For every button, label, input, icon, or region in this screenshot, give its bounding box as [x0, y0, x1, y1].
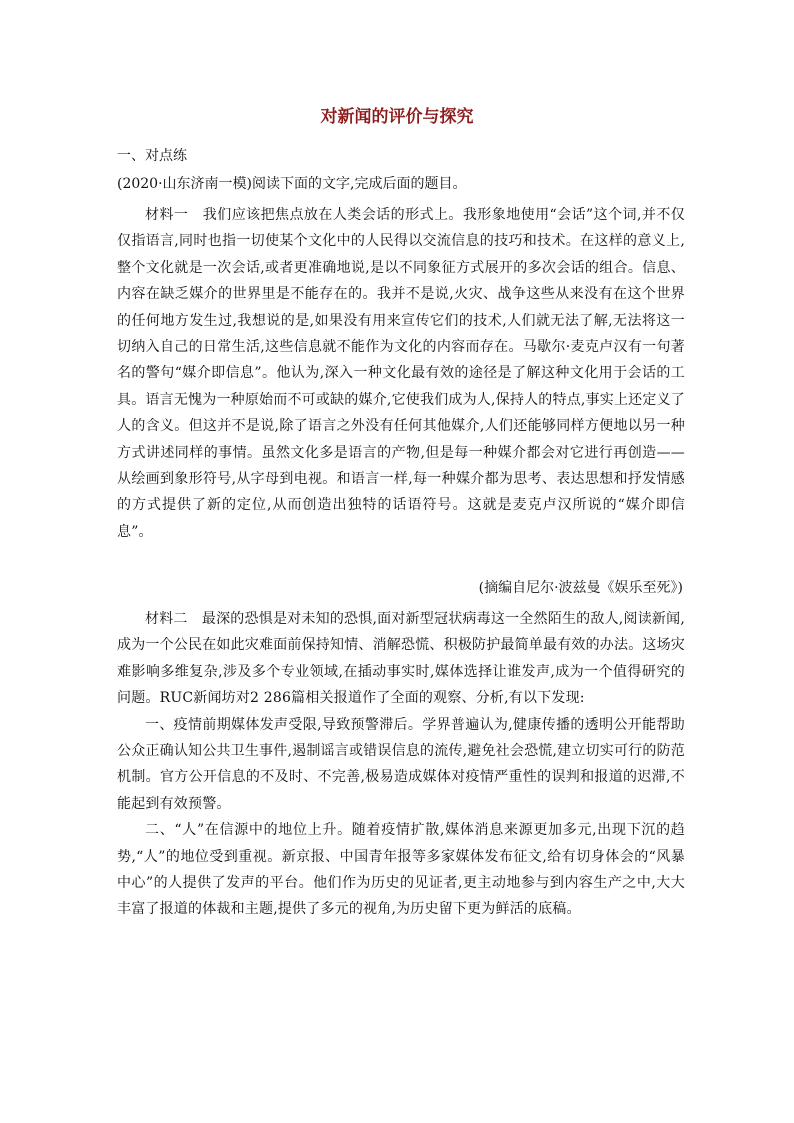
material-one-paragraph: 材料一 我们应该把焦点放在人类会话的形式上。我形象地使用“会话”这个词,并不仅仅指语言,同时也指一切使某个文化中的人民得以交流信息的技巧和技术。在这样的意义上,整个文化就是一次会话,或者更准确地说,是以不同象征方式展开的多次会话的组合。信息、内容在缺乏媒介的世界里是不能存在的。我并不是说,火灾、战争这些从来没有在这个世界的任何地方发生过,我想说的是,如果没有用来宣传它们的技术,人们就无法了解,无法将这一切纳入自己的日常生活,这些信息就不能作为文化的内容而存在。马歇尔·麦克卢汉有一句著名的警句“媒介即信息”。他认为,深入一种文化最有效的途径是了解这种文化用于会话的工具。语言无愧为一种原始而不可或缺的媒介,它使我们成为人,保持人的特点,事实上还定义了人的含义。但这并不是说,除了语言之外没有任何其他媒介,人们还能够同样方便地以另一种方式讲述同样的事情。虽然文化多是语言的产物,但是每一种媒介都会对它进行再创造——从绘画到象形符号,从字母到电视。和语言一样,每一种媒介都为思考、表达思想和抒发情感的方式提供了新的定位,从而创造出独特的话语符号。这就是麦克卢汉所说的“媒介即信息”。	[117, 207, 685, 540]
source-line: (2020·山东济南一模)阅读下面的文字,完成后面的题目。	[117, 176, 467, 192]
finding-one: 一、疫情前期媒体发声受限,导致预警滞后。学界普遍认为,健康传播的透明公开能帮助公众正确认知公共卫生事件,遏制谣言或错误信息的流传,避免社会恐慌,建立切实可行的防范机制。官方公开信息的不及时、不完善,极易造成媒体对疫情严重性的误判和报道的迟滞,不能起到有效预警。	[117, 716, 685, 812]
section-label: 一、对点练	[117, 148, 187, 164]
page-title: 对新闻的评价与探究	[320, 107, 474, 127]
citation: (摘编自尼尔·波兹曼《娱乐至死》)	[478, 580, 683, 596]
finding-two: 二、“人”在信源中的地位上升。随着疫情扩散,媒体消息来源更加多元,出现下沉的趋势,“人”的地位受到重视。新京报、中国青年报等多家媒体发布征文,给有切身体会的“风暴中心”的人提供了发声的平台。他们作为历史的见证者,更主动地参与到内容生产之中,大大丰富了报道的体裁和主题,提供了多元的视角,为历史留下更为鲜活的底稿。	[117, 822, 685, 918]
material-two	[117, 606, 685, 923]
material-two-intro: 材料二 最深的恐惧是对未知的恐惧,面对新型冠状病毒这一全然陌生的敌人,阅读新闻,成为一个公民在如此灾难面前保持知情、消解恐慌、积极防护最简单最有效的办法。这场灾难影响多维复杂,涉及多个专业领域,在插动事实时,媒体选择让谁发声,成为一个值得研究的问题。RUC新闻坊对2 286篇相关报道作了全面的观察、分析,有以下发现:	[117, 611, 685, 707]
material-one	[117, 202, 685, 545]
